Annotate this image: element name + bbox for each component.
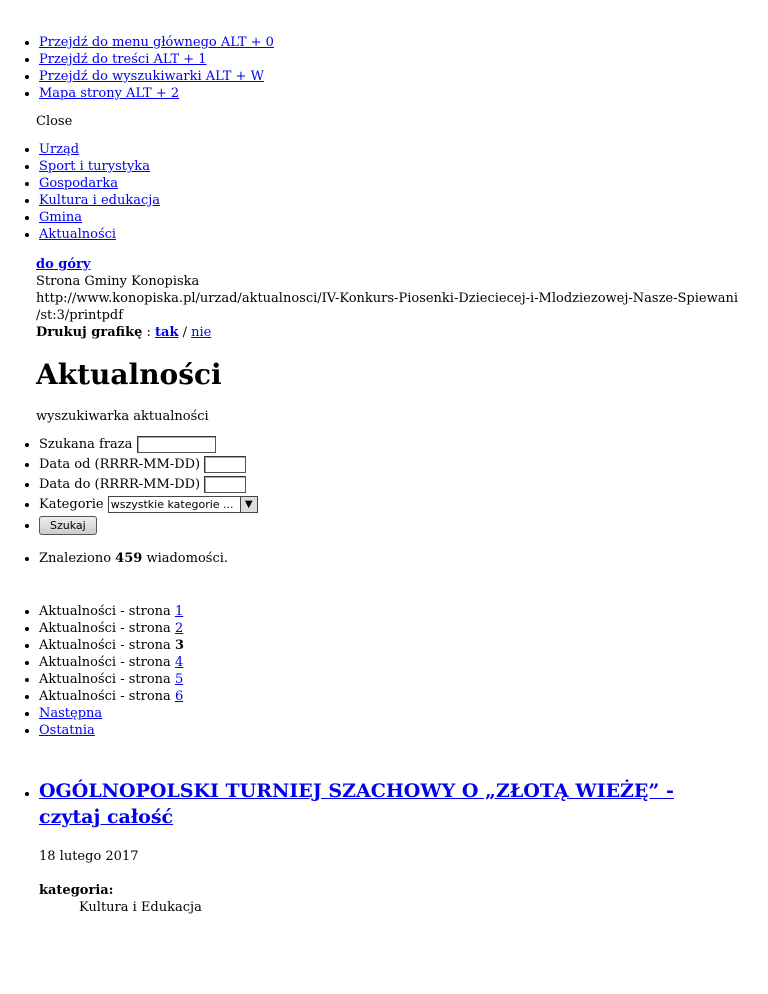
pagination-page-link[interactable]: 4 (174, 655, 184, 670)
results-prefix: Znaleziono (39, 551, 116, 566)
pagination-prefix: Aktualności - strona (39, 621, 175, 636)
pagination-item (39, 620, 184, 637)
pagination-current-page: 3 (174, 638, 184, 653)
skip-link-item (39, 51, 274, 68)
article-item (36, 778, 756, 916)
pagination-last-link[interactable]: Ostatnia (39, 723, 95, 738)
date-from-label: Data od (RRRR-MM-DD) (39, 457, 201, 472)
page-url-line2: /st:3/printpdf (36, 308, 124, 323)
pagination-next-link[interactable]: Następna (39, 706, 103, 721)
results-count-list (0, 550, 228, 567)
article-category-label: kategoria: (39, 883, 114, 898)
pagination-page-link[interactable]: 6 (174, 689, 184, 704)
search-phrase-row (39, 436, 258, 456)
to-top-link[interactable]: do góry (36, 257, 91, 272)
article-category-value: Kultura i Edukacja (79, 900, 202, 915)
pagination-page-link[interactable]: 1 (174, 604, 184, 619)
category-row (39, 496, 258, 516)
pagination-prefix: Aktualności - strona (39, 672, 175, 687)
pagination-page-link[interactable]: 5 (174, 672, 184, 687)
menu-item (39, 209, 160, 226)
main-menu (0, 141, 160, 243)
print-slash: / (178, 325, 192, 340)
pagination-item (39, 705, 184, 722)
search-phrase-label: Szukana fraza (39, 437, 133, 452)
category-selected-value: wszystkie kategorie ... (110, 498, 234, 511)
article-title-line2: czytaj całość (39, 806, 174, 828)
results-number: 459 (115, 551, 143, 566)
date-to-input[interactable] (204, 476, 246, 493)
close-label[interactable]: Close (36, 114, 73, 129)
menu-item (39, 141, 160, 158)
skip-link-item (39, 34, 274, 51)
results-count (39, 550, 228, 567)
date-to-label: Data do (RRRR-MM-DD) (39, 477, 201, 492)
article-title-line1: OGÓLNOPOLSKI TURNIEJ SZACHOWY O „ZŁOTĄ WIEŻĘ” - (39, 780, 674, 802)
menu-link-aktualnosci[interactable]: Aktualności (39, 227, 117, 242)
pagination (0, 603, 184, 739)
article-title-link[interactable] (39, 780, 674, 828)
menu-link-sport[interactable]: Sport i turystyka (39, 159, 150, 174)
pagination-prefix: Aktualności - strona (39, 689, 175, 704)
pagination-item (39, 637, 184, 654)
skip-links-list (0, 34, 274, 102)
article-list (0, 778, 756, 916)
search-title: wyszukiwarka aktualności (36, 409, 209, 424)
article-list-item (39, 778, 756, 916)
page-title: Aktualności (36, 358, 222, 391)
menu-link-gmina[interactable]: Gmina (39, 210, 82, 225)
submit-row (39, 516, 258, 536)
skip-link-item (39, 85, 274, 102)
pagination-prefix: Aktualności - strona (39, 638, 175, 653)
pagination-item (39, 722, 184, 739)
print-header (36, 256, 756, 341)
article-date: 18 lutego 2017 (39, 849, 139, 864)
skip-to-menu-link[interactable]: Przejdź do menu głównego ALT + 0 (39, 35, 274, 50)
pagination-prefix: Aktualności - strona (39, 604, 175, 619)
print-separator: : (142, 325, 156, 340)
search-phrase-input[interactable] (137, 436, 216, 453)
category-select[interactable] (108, 496, 258, 513)
menu-item (39, 192, 160, 209)
pagination-page-link[interactable]: 2 (174, 621, 184, 636)
pagination-item (39, 654, 184, 671)
menu-link-kultura[interactable]: Kultura i edukacja (39, 193, 161, 208)
skip-link-item (39, 68, 274, 85)
page-url-line1: http://www.konopiska.pl/urzad/aktualnosci/IV-Konkurs-Piosenki-Dzieciecej-i-Mlodziezowej-Nasze-Spiewani (36, 291, 739, 306)
search-submit-button[interactable]: Szukaj (39, 516, 97, 535)
sitemap-link[interactable]: Mapa strony ALT + 2 (39, 86, 180, 101)
print-graphics-row (36, 324, 756, 341)
category-label: Kategorie (39, 497, 104, 512)
search-form (0, 436, 258, 536)
menu-link-gospodarka[interactable]: Gospodarka (39, 176, 118, 191)
pagination-item (39, 671, 184, 688)
date-from-row (39, 456, 258, 476)
print-yes-link[interactable]: tak (155, 325, 179, 340)
pagination-prefix: Aktualności - strona (39, 655, 175, 670)
skip-to-content-link[interactable]: Przejdź do treści ALT + 1 (39, 52, 207, 67)
print-no-link[interactable]: nie (191, 325, 212, 340)
results-suffix: wiadomości. (142, 551, 229, 566)
dropdown-arrow-icon[interactable]: ▼ (240, 497, 257, 512)
menu-item (39, 175, 160, 192)
menu-item (39, 158, 160, 175)
date-from-input[interactable] (204, 456, 246, 473)
print-graphics-label: Drukuj grafikę (36, 325, 143, 340)
date-to-row (39, 476, 258, 496)
pagination-item (39, 688, 184, 705)
menu-link-urzad[interactable]: Urząd (39, 142, 80, 157)
pagination-item (39, 603, 184, 620)
menu-item (39, 226, 160, 243)
site-name: Strona Gminy Konopiska (36, 274, 200, 289)
skip-to-search-link[interactable]: Przejdź do wyszukiwarki ALT + W (39, 69, 264, 84)
